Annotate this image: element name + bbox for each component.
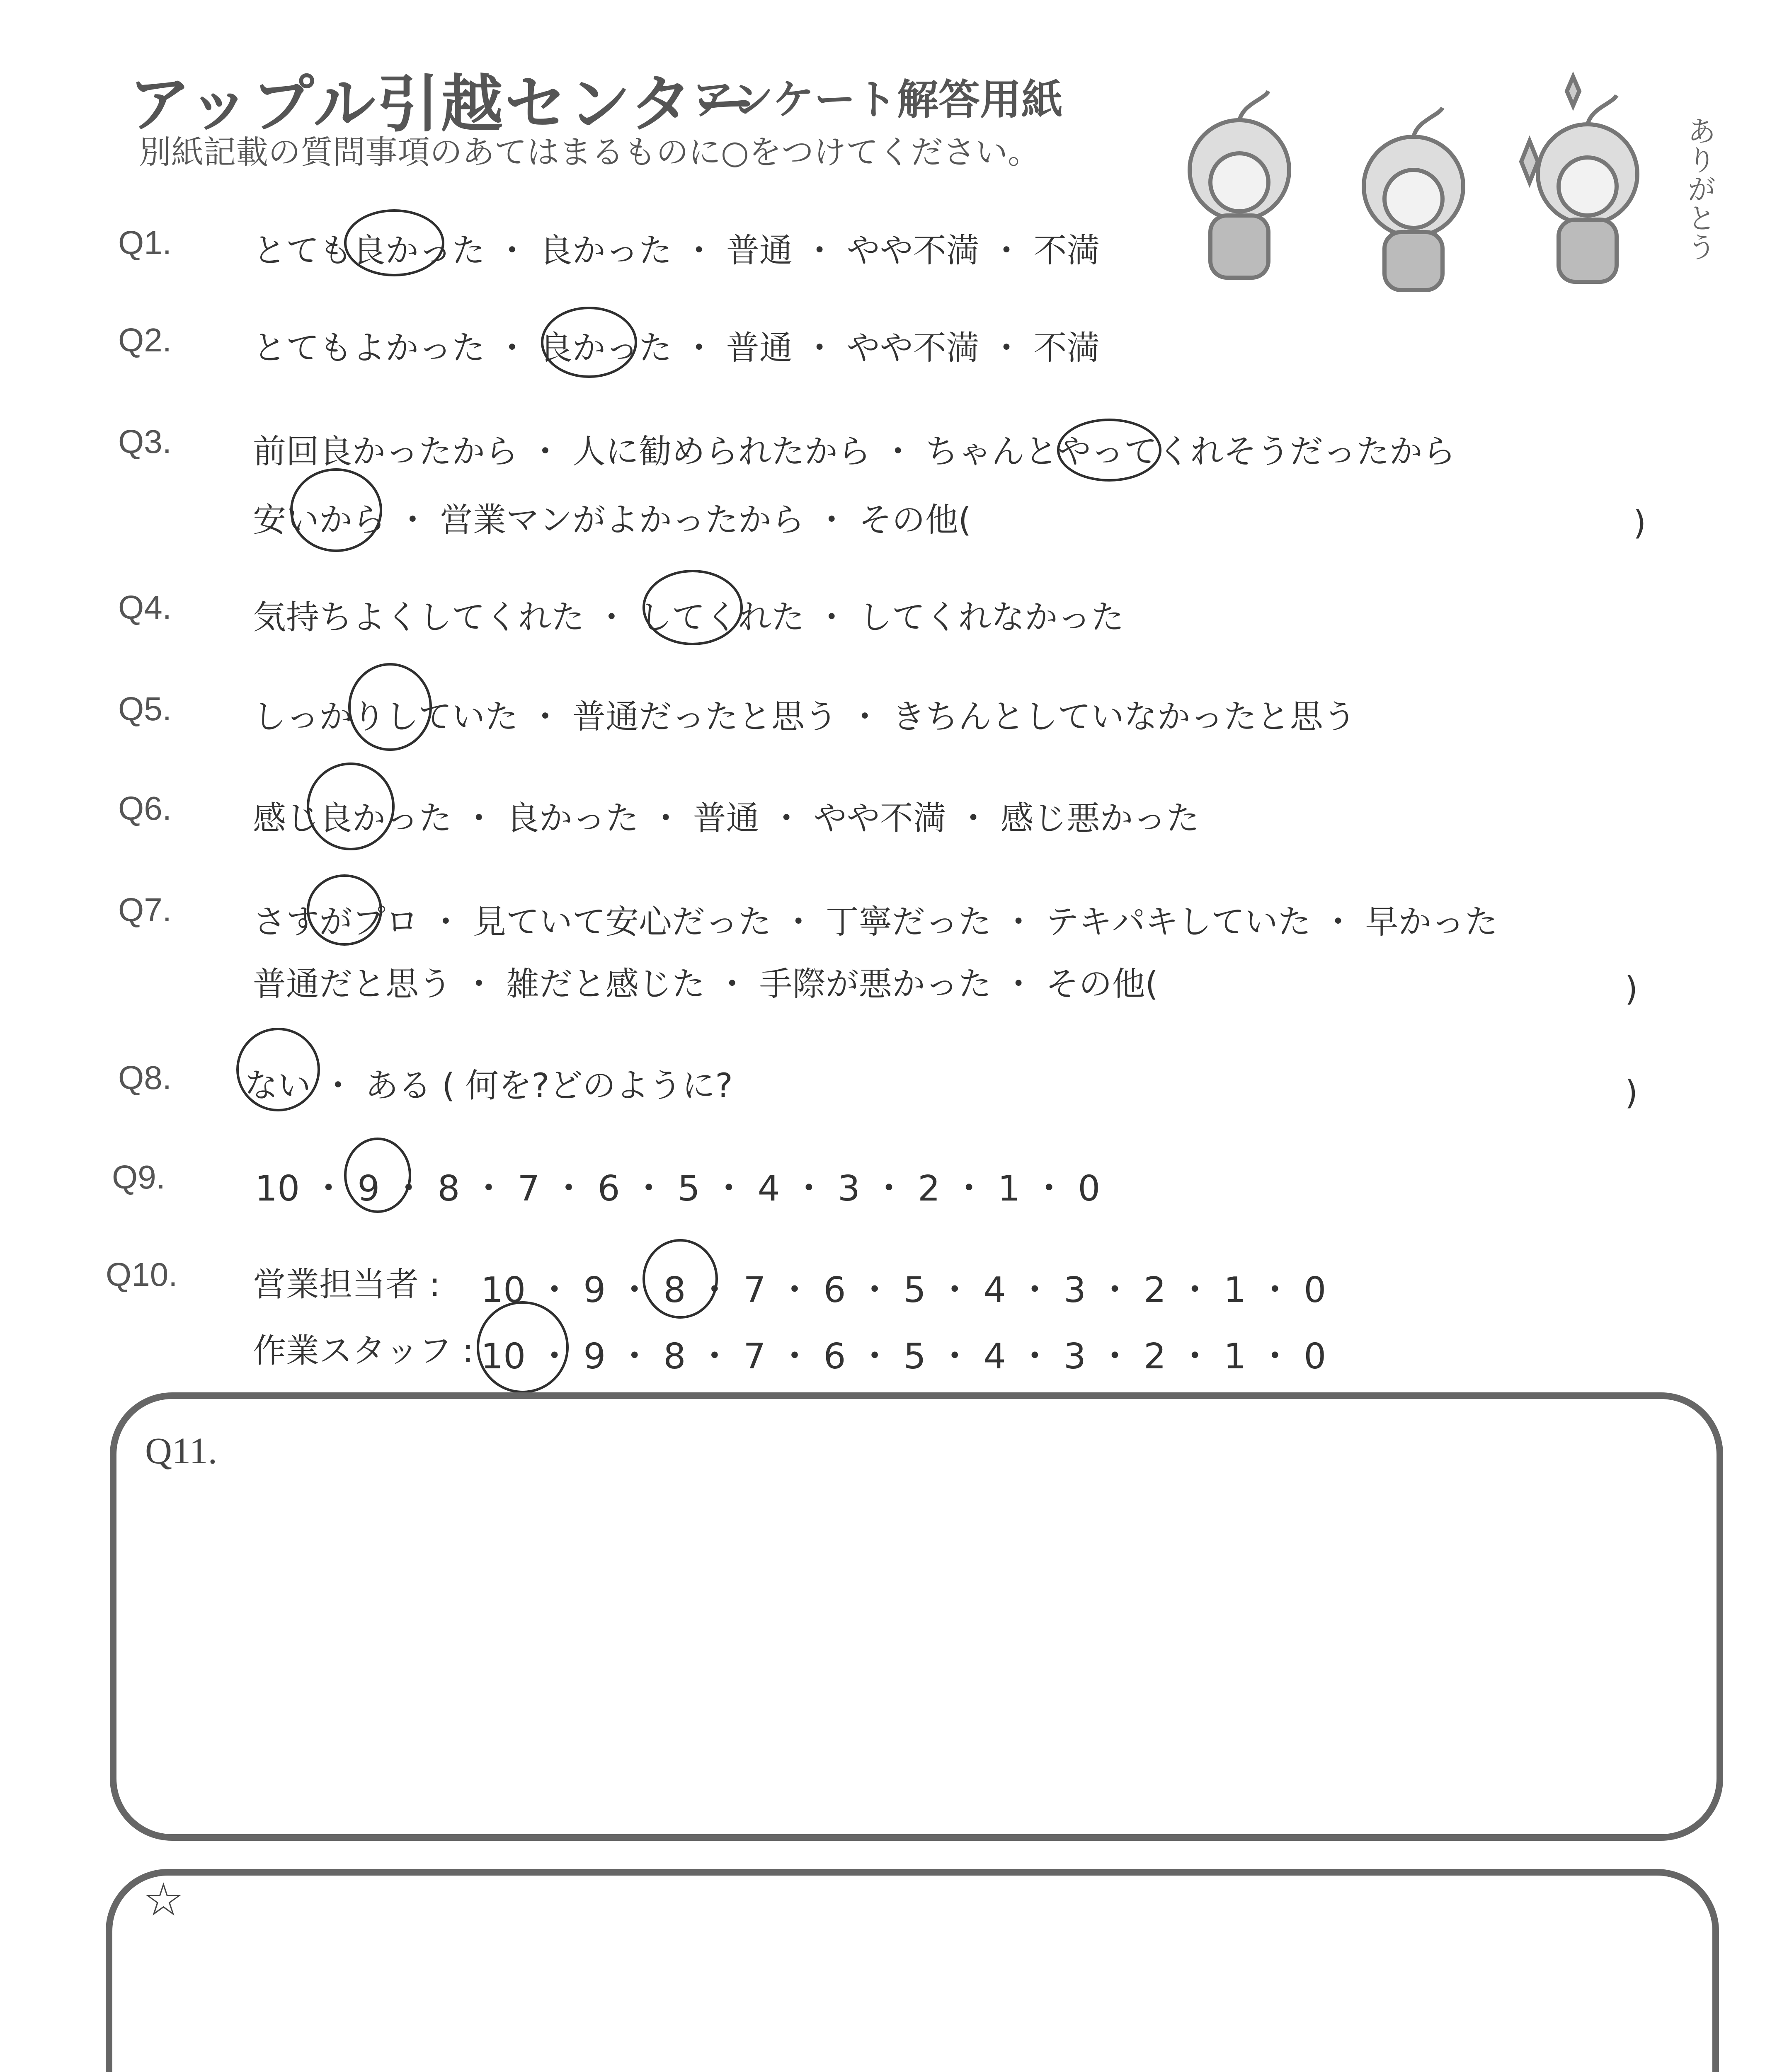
q5-answer-circle [348,663,432,751]
q8-close-paren: ) [1625,1073,1638,1112]
q6-answer-circle [307,762,395,850]
q1-options[interactable]: とても良かった ・ 良かった ・ 普通 ・ やや不満 ・ 不満 [253,231,1100,270]
q10-sales-scale[interactable]: 10 ・ 9 ・ 8 ・ 7 ・ 6 ・ 5 ・ 4 ・ 3 ・ 2 ・ 1 ・ 0 [481,1270,1326,1311]
q10-label: Q10. [106,1256,178,1293]
q10-sales-answer-circle [642,1239,718,1319]
q6-options[interactable]: 感じ良かった ・ 良かった ・ 普通 ・ やや不満 ・ 感じ悪かった [253,799,1200,838]
q3-answer-circle-2 [290,468,382,552]
q1-answer-circle [344,209,444,276]
q7-answer-circle [307,874,382,946]
q9-scale[interactable]: 10 ・ 9 ・ 8 ・ 7 ・ 6 ・ 5 ・ 4 ・ 3 ・ 2 ・ 1 ・ 0 [255,1168,1101,1209]
q7-options-line2[interactable]: 普通だと思う ・ 雑だと感じた ・ 手際が悪かった ・ その他( [253,965,1158,1003]
mascot-thanks-text: ありがとう [1683,116,1717,261]
q5-label: Q5. [118,690,172,727]
q2-answer-circle [541,307,637,378]
form-subtitle: アンケート解答用紙 [692,75,1063,124]
q3-options-line1[interactable]: 前回良かったから ・ 人に勧められたから ・ ちゃんとやってくれそうだったから [253,432,1456,471]
q2-label: Q2. [118,322,172,358]
q3-answer-circle-1 [1057,419,1161,482]
instruction-text: 別紙記載の質問事項のあてはまるものに○をつけてください。 [139,134,1040,171]
q4-answer-circle [642,570,743,645]
q3-close-paren: ) [1633,503,1646,542]
q8-options[interactable]: ない ・ ある ( 何を?どのように? [245,1066,733,1105]
q4-label: Q4. [118,589,172,626]
monkey-mascots-illustration [1156,66,1729,298]
q6-label: Q6. [118,790,172,827]
form-title: アップル引越センター [128,68,758,140]
q10-staff-scale[interactable]: 10 ・ 9 ・ 8 ・ 7 ・ 6 ・ 5 ・ 4 ・ 3 ・ 2 ・ 1 ・ 0 [481,1336,1326,1377]
star-comment-box[interactable] [106,1869,1719,2072]
q10-staff-answer-circle [477,1301,569,1393]
q11-comment-box[interactable] [110,1392,1723,1841]
q9-label: Q9. [112,1159,165,1196]
q2-options[interactable]: とてもよかった ・ 良かった ・ 普通 ・ やや不満 ・ 不満 [253,329,1100,367]
q7-label: Q7. [118,891,172,928]
q7-close-paren: ) [1625,970,1638,1008]
q10-sales-label: 営業担当者 : [253,1265,441,1304]
q3-options-line2[interactable]: 安いから ・ 営業マンがよかったから ・ その他( [253,501,971,539]
q11-label: Q11. [145,1431,218,1472]
q8-answer-circle [236,1028,320,1111]
q7-options-line1[interactable]: さすがプロ ・ 見ていて安心だった ・ 丁寧だった ・ テキパキしていた ・ 早かった [253,903,1498,941]
q3-label: Q3. [118,423,172,460]
q1-label: Q1. [118,224,172,261]
q4-options[interactable]: 気持ちよくしてくれた ・ してくれた ・ してくれなかった [253,598,1124,637]
q10-staff-label: 作業スタッフ : [253,1331,474,1370]
star-label: ☆ [143,1875,184,1925]
q5-options[interactable]: しっかりしていた ・ 普通だったと思う ・ きちんとしていなかったと思う [253,697,1356,736]
q9-answer-circle [344,1138,411,1213]
q8-label: Q8. [118,1059,172,1096]
